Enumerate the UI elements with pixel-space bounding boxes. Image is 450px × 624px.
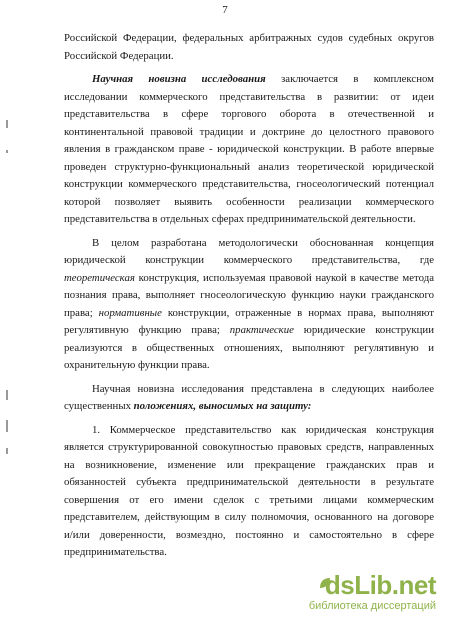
text-line: регулятивную функцию права; практические юридические конструкции <box>64 324 434 336</box>
text-line: является структурированной совокупностью правовых средств, направленных <box>64 441 434 453</box>
positions-heading: положениях, выносимых на защиту: <box>133 400 312 412</box>
text-line: которой позволяет выявить особенности реализации коммерческого <box>64 195 434 208</box>
text-line: предпринимательства. <box>64 546 167 558</box>
text-line: В целом разработана методологически обоснованная концепция <box>92 236 434 249</box>
text-line: юридической конструкции коммерческого представительства, где <box>64 254 434 266</box>
text-line: права; нормативные конструкции, отраженные в нормах права, выполняют <box>64 306 434 319</box>
watermark-subtitle: библиотека диссертаций <box>308 600 436 612</box>
text-line: обязанностей субъекта предпринимательской деятельности в результате <box>64 476 434 488</box>
text-line: реализуются в общественных отношениях, выполняют регулятивную и <box>64 341 434 354</box>
text-line: на возникновение, изменение или прекращение гражданских прав и <box>64 458 434 471</box>
paragraph-positions-intro <box>64 381 434 416</box>
text-line: исследовании коммерческого представительства в развитии: от идеи <box>64 90 434 103</box>
paragraph-position-1 <box>64 422 434 562</box>
text-line: континентальной правовой традиции и доктрине до целостного правового <box>64 125 434 138</box>
document-body <box>64 30 434 562</box>
paragraph-courts <box>64 30 434 65</box>
text-line: и/или доверенности, возмездно, постоянно и самостоятельно в сфере <box>64 528 434 541</box>
paragraph-novelty <box>64 71 434 229</box>
text-line: представительства в отдельных сферах предпринимательской деятельности. <box>64 213 416 225</box>
novelty-heading: Научная новизна исследования <box>92 73 266 85</box>
italic-term: теоретическая <box>64 271 135 284</box>
text-line: охранительную функции права. <box>64 359 210 371</box>
text-line: представительства в сфере торгового оборота в отечественной и <box>64 108 434 120</box>
italic-term: практические <box>229 324 294 336</box>
dslib-watermark <box>246 570 436 614</box>
italic-term: нормативные <box>98 306 162 319</box>
text-line: Научная новизна исследования заключается в комплексном <box>92 73 434 85</box>
page-number: 7 <box>222 4 228 16</box>
text-line: совершения от его имени сделок с третьими лицами коммерческим <box>64 493 434 506</box>
text-line: Российской Федерации, федеральных арбитражных судов судебных округов <box>64 32 434 44</box>
watermark-logo: dsLib.net <box>324 570 436 600</box>
text-line: Научная новизна исследования представлена в следующих наиболее <box>92 382 434 395</box>
text-line: теоретическая конструкция, используемая правовой наукой в качестве метода <box>64 271 434 284</box>
text-line: Российской Федерации. <box>64 49 174 62</box>
text-line: явления в гражданском праве - юридической конструкции. В работе впервые <box>64 143 434 155</box>
text-line: представителем, действующим в силу полномочия, основанного на договоре <box>64 511 434 523</box>
text-line: существенных положениях, выносимых на защиту: <box>64 400 312 412</box>
text-line: познания права, выполняет гносеологическую функцию науки гражданского <box>64 289 434 301</box>
text-line: проведен структурно-функциональный анализ теоретической юридической <box>64 160 434 173</box>
text-line: 1. Коммерческое представительство как юридическая конструкция <box>92 423 434 436</box>
text-line: конструкции коммерческого представительства, гносеологический потенциал <box>64 178 434 190</box>
paragraph-concept <box>64 235 434 375</box>
scan-margin-marks <box>6 0 12 624</box>
